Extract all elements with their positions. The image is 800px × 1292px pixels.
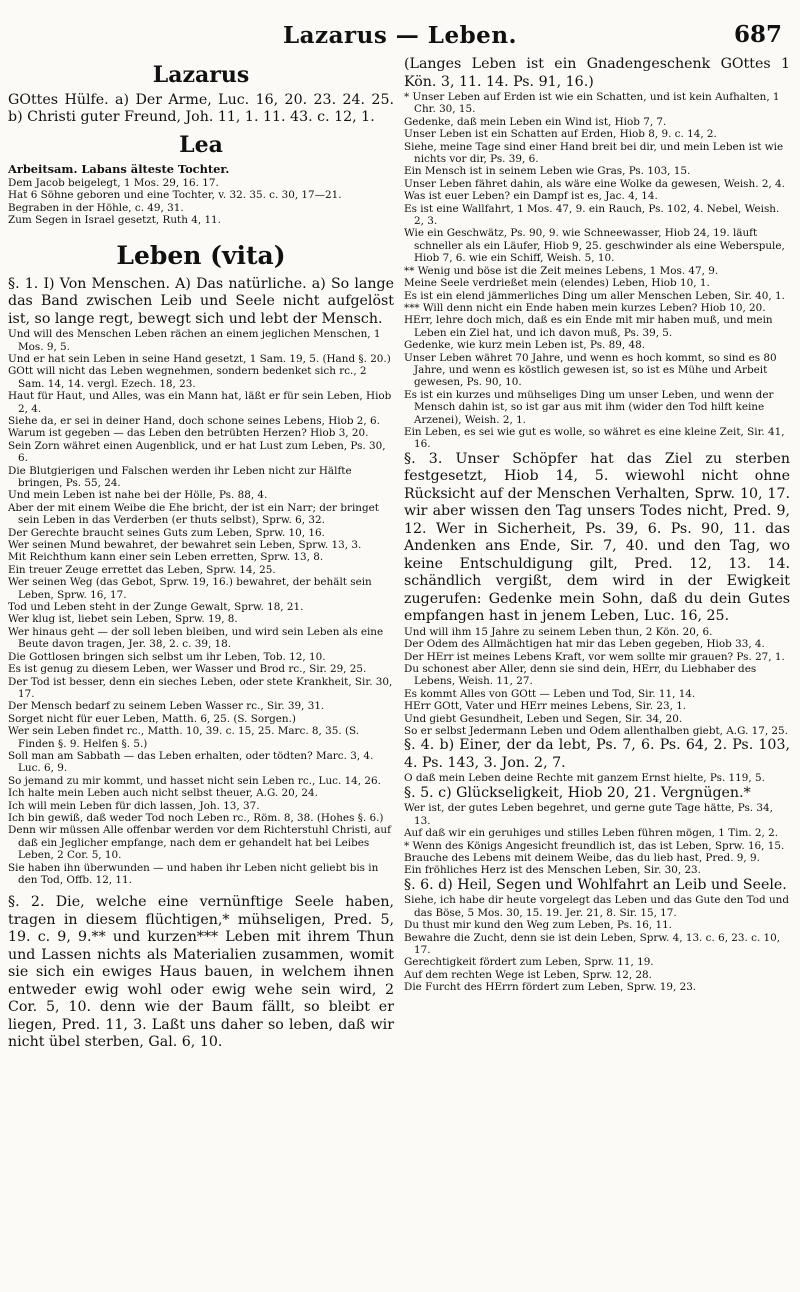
citation-line: Und giebt Gesundheit, Leben und Segen, Sir. 34, 20. xyxy=(404,712,683,725)
citation-line: Und will des Menschen Leben rächen an einem jeglichen Menschen, 1 Mos. 9, 5. xyxy=(8,328,381,353)
citation-line: Sein Zorn währet einen Augenblick, und er hat Lust zum Leben, Ps. 30, 6. xyxy=(8,439,386,465)
citation-line: Die Furcht des HErrn fördert zum Leben, Sprw. 19, 23. xyxy=(404,981,697,994)
citation-line: Es ist eine Wallfahrt, 1 Mos. 47, 9. ein Rauch, Ps. 102, 4. Nebel, Weish. 2, 3. xyxy=(404,202,780,228)
citation-line: ** Wenig und böse ist die Zeit meines Lebens, 1 Mos. 47, 9. xyxy=(404,264,719,277)
citation-line: Sorget nicht für euer Leben, Matth. 6, 25. (S. Sorgen.) xyxy=(8,712,296,725)
citation-line: Auf dem rechten Wege ist Leben, Sprw. 12, 28. xyxy=(404,968,652,981)
citation-line: Gedenke, wie kurz mein Leben ist, Ps. 89, 48. xyxy=(404,339,645,352)
citation-line: Mit Reichthum kann einer sein Leben erretten, Sprw. 13, 8. xyxy=(8,551,324,564)
citation-line: Hat 6 Söhne geboren und eine Tochter, v. 32. 35. c. 30, 17—21. xyxy=(8,189,342,202)
citation-line: Dem Jacob beigelegt, 1 Mos. 29, 16. 17. xyxy=(8,177,219,189)
headword-lazarus: Lazarus xyxy=(152,62,250,88)
citation-line: Begraben in der Höhle, c. 49, 31. xyxy=(8,201,184,214)
citation-line: O daß mein Leben deine Rechte mit ganzem Ernst hielte, Ps. 119, 5. xyxy=(404,772,765,785)
citation-line: Der Odem des Allmächtigen hat mir das Leben gegeben, Hiob 33, 4. xyxy=(404,638,765,651)
citation-line: Die Blutgierigen und Falschen werden ihr Leben nicht zur Hälfte bringen, Ps. 55, 24. xyxy=(8,464,352,489)
citation-line: Denn wir müssen Alle offenbar werden vor dem Richterstuhl Christi, auf daß ein Jeglicher empfange, nach dem er gehandelt hat bei Leibes Leben, 2 Cor. 5, 10. xyxy=(8,824,391,862)
page-number: 687 xyxy=(733,21,782,48)
citation-line: Die Gottlosen bringen sich selbst um ihr Leben, Tob. 12, 10. xyxy=(8,650,326,663)
citation-line: Der Gerechte braucht seines Guts zum Leben, Sprw. 10, 16. xyxy=(8,526,325,539)
citation-line: Wer klug ist, liebet sein Leben, Sprw. 19, 8. xyxy=(8,613,238,626)
citation-line: Siehe, meine Tage sind einer Hand breit bei dir, und mein Leben ist wie nichts vor dir, Ps. 39, 6. xyxy=(404,140,784,166)
section-3: §. 3. Unser Schöpfer hat das Ziel zu sterben festgesetzt, Hiob 14, 5. wiewohl nicht ohne Rücksicht auf der Menschen Verhalten, Sprw. 10, 17. wir aber wissen den Tag unsers Todes nicht, Pred. 9, 12. Wer in Sicherheit, Ps. 39, 6. Ps. 90, 11. das Andenken ans Ende, Sir. 7, 40. und den Tag, wo keine Entschuldigung gilt, Pred. 12, 13. 14. schändlich vergißt, dem wird in der Ewigkeit zugerufen: Gedenke mein Sohn, daß du dein Gutes empfangen hast in jenem Leben, Luc. 16, 25. xyxy=(404,450,790,625)
citation-line: HErr GOtt, Vater und HErr meines Lebens, Sir. 23, 1. xyxy=(404,700,687,713)
citation-line: Sie haben ihn überwunden — und haben ihr Leben nicht geliebt bis in den Tod, Offb. 12, 11. xyxy=(8,861,379,886)
lea-subtitle: Arbeitsam. Labans älteste Tochter. xyxy=(8,162,230,176)
citation-line: Aber der mit einem Weibe die Ehe bricht, der ist ein Narr; der bringet sein Leben in das Verderben (er thuts selbst), Sprw. 6, 32. xyxy=(8,501,379,527)
left-column xyxy=(8,56,394,1052)
citation-line: Soll man am Sabbath — das Leben erhalten, oder tödten? Marc. 3, 4. Luc. 6, 9. xyxy=(8,749,374,775)
headword-leben: Leben (vita) xyxy=(116,240,286,270)
citation-line: HErr, lehre doch mich, daß es ein Ende mit mir haben muß, und mein Leben ein Ziel hat, und ich davon muß, Ps. 39, 5. xyxy=(404,314,773,339)
citation-line: Es ist genug zu diesem Leben, wer Wasser und Brod rc., Sir. 29, 25. xyxy=(8,663,367,676)
citation-line: Gerechtigkeit fördert zum Leben, Sprw. 11, 19. xyxy=(404,956,654,969)
citation-line: * Wenn des Königs Angesicht freundlich ist, das ist Leben, Sprw. 16, 15. xyxy=(404,839,785,852)
section-5: §. 5. c) Glückseligkeit, Hiob 20, 21. Vergnügen.* xyxy=(404,784,751,801)
citation-line: Auf daß wir ein geruhiges und stilles Leben führen mögen, 1 Tim. 2, 2. xyxy=(404,827,779,840)
section-1-citations xyxy=(8,328,394,886)
citation-line: Es ist ein kurzes und mühseliges Ding um unser Leben, und wenn der Mensch dahin ist, so ist gar aus mit ihm (wider den Tod hilft keine Arzenei), Weish. 2, 1. xyxy=(404,388,774,426)
section-6-citations xyxy=(404,894,790,993)
section-1: §. 1. I) Von Menschen. A) Das natürliche. a) So lange das Band zwischen Leib und Seele nicht aufgelöst ist, so lange regt, bewegt sich und lebt der Mensch. xyxy=(8,275,394,327)
section-2: §. 2. Die, welche eine vernünftige Seele haben, tragen in diesem flüchtigen,* mühseligen, Pred. 5, 19. c. 9, 9.** und kurzen*** Leben mit ihrem Thun und Lassen nichts als Materialien zusammen, womit sie sich ein ewiges Haus bauen, in welchem ihnen entweder ewig wohl oder ewig wehe sein wird, 2 Cor. 5, 10. denn wie der Baum fällt, so bleibt er liegen, Pred. 11, 3. Laßt uns daher so leben, daß wir nicht übel sterben, Gal. 6, 10. xyxy=(8,894,394,1051)
citation-line: So er selbst Jedermann Leben und Odem allenthalben giebt, A.G. 17, 25. xyxy=(404,725,788,738)
lea-citations xyxy=(8,177,394,227)
headword-lea: Lea xyxy=(179,132,223,158)
citation-line: Es kommt Alles von GOtt — Leben und Tod, Sir. 11, 14. xyxy=(404,687,696,700)
two-columns xyxy=(8,56,792,1052)
citation-line: Du thust mir kund den Weg zum Leben, Ps. 16, 11. xyxy=(404,919,672,932)
citation-line: Warum ist gegeben — das Leben den betrübten Herzen? Hiob 3, 20. xyxy=(8,427,369,440)
citation-line: Wer seinen Mund bewahret, der bewahret sein Leben, Sprw. 13, 3. xyxy=(8,539,362,552)
section-6: §. 6. d) Heil, Segen und Wohlfahrt an Leib und Seele. xyxy=(404,876,787,893)
citation-line: Siehe da, er sei in deiner Hand, doch schone seines Lebens, Hiob 2, 6. xyxy=(8,414,380,427)
citation-line: Zum Segen in Israel gesetzt, Ruth 4, 11. xyxy=(8,214,221,227)
running-head xyxy=(8,0,792,56)
citation-line: Bewahre die Zucht, denn sie ist dein Leben, Sprw. 4, 13. c. 6, 23. c. 10, 17. xyxy=(404,931,781,956)
citation-line: Siehe, ich habe dir heute vorgelegt das Leben und das Gute den Tod und das Böse, 5 Mos. 30, 15. 19. Jer. 21, 8. Sir. 15, 17. xyxy=(404,894,789,919)
citation-line: Und er hat sein Leben in seine Hand gesetzt, 1 Sam. 19, 5. (Hand §. 20.) xyxy=(8,352,391,365)
running-title: Lazarus — Leben. xyxy=(282,22,518,49)
citation-line: Unser Leben währet 70 Jahre, und wenn es hoch kommt, so sind es 80 Jahre, und wenn es köstlich gewesen ist, so ist es Mühe und Arbeit gewesen, Ps. 90, 10. xyxy=(404,351,777,389)
citation-line: Ich bin gewiß, daß weder Tod noch Leben rc., Röm. 8, 38. (Hohes §. 6.) xyxy=(8,811,384,824)
citation-line: Unser Leben fähret dahin, als wäre eine Wolke da gewesen, Weish. 2, 4. xyxy=(404,177,785,190)
citation-line: Ich will mein Leben für dich lassen, Joh. 13, 37. xyxy=(8,799,260,812)
citation-line: Der HErr ist meines Lebens Kraft, vor wem sollte mir grauen? Ps. 27, 1. xyxy=(404,650,785,663)
citation-line: Ein Leben, es sei wie gut es wolle, so währet es eine kleine Zeit, Sir. 41, 16. xyxy=(404,425,785,451)
section-4-citations xyxy=(404,772,790,784)
citation-line: So jemand zu mir kommt, und hasset nicht sein Leben rc., Luc. 14, 26. xyxy=(8,774,381,787)
citation-line: Unser Leben ist ein Schatten auf Erden, Hiob 8, 9. c. 14, 2. xyxy=(404,128,717,141)
section-5-citations xyxy=(404,802,790,876)
citation-line: Was ist euer Leben? ein Dampf ist es, Jac. 4, 14. xyxy=(404,190,658,203)
section-3-citations xyxy=(404,626,790,738)
citation-line: Ein treuer Zeuge errettet das Leben, Sprw. 14, 25. xyxy=(8,563,276,576)
citation-line: Meine Seele verdrießet mein (elendes) Leben, Hiob 10, 1. xyxy=(404,277,710,290)
right-lede: (Langes Leben ist ein Gnadengeschenk GOttes 1 Kön. 3, 11. 14. Ps. 91, 16.) xyxy=(404,56,790,90)
citation-line: Ich halte mein Leben auch nicht selbst theuer, A.G. 20, 24. xyxy=(8,787,318,800)
citation-line: Und mein Leben ist nahe bei der Hölle, Ps. 88, 4. xyxy=(8,489,268,502)
section-4: §. 4. b) Einer, der da lebt, Ps. 7, 6. Ps. 64, 2. Ps. 103, 4. Ps. 143, 3. Jon. 2, 7. xyxy=(404,737,790,771)
citation-line: Wer ist, der gutes Leben begehret, und gerne gute Tage hätte, Ps. 34, 13. xyxy=(404,802,773,827)
citation-line: Der Mensch bedarf zu seinem Leben Wasser rc., Sir. 39, 31. xyxy=(8,700,325,713)
citation-line: Wer hinaus geht — der soll leben bleiben, und wird sein Leben als eine Beute davon tragen, Jer. 38, 2. c. 39, 18. xyxy=(8,625,384,651)
right-column xyxy=(404,56,790,1052)
citation-line: GOtt will nicht das Leben wegnehmen, sondern bedenket sich rc., 2 Sam. 14, 14. vergl. Ezech. 18, 23. xyxy=(8,365,367,390)
section-2-notes xyxy=(404,91,790,451)
citation-line: Haut für Haut, und Alles, was ein Mann hat, läßt er für sein Leben, Hiob 2, 4. xyxy=(8,390,392,415)
lazarus-entry: GOttes Hülfe. a) Der Arme, Luc. 16, 20. 23. 24. 25. b) Christi guter Freund, Joh. 11, 1. 11. 43. c. 12, 1. xyxy=(8,92,394,125)
citation-line: Gedenke, daß mein Leben ein Wind ist, Hiob 7, 7. xyxy=(404,115,667,128)
citation-line: * Unser Leben auf Erden ist wie ein Schatten, und ist kein Aufhalten, 1 Chr. 30, 15. xyxy=(404,91,780,116)
citation-line: Wie ein Geschwätz, Ps. 90, 9. wie Schneewasser, Hiob 24, 19. läuft schneller als ein Läufer, Hiob 9, 25. geschwinder als eine Weberspule, Hiob 7, 6. wie ein Schiff, Weish. 5, 10. xyxy=(404,227,785,265)
citation-line: Du schonest aber Aller, denn sie sind dein, HErr, du Liebhaber des Lebens, Weish. 11, 27. xyxy=(404,663,757,688)
citation-line: *** Will denn nicht ein Ende haben mein kurzes Leben? Hiob 10, 20. xyxy=(404,301,766,314)
citation-line: Und will ihm 15 Jahre zu seinem Leben thun, 2 Kön. 20, 6. xyxy=(404,625,713,638)
citation-line: Wer seinen Weg (das Gebot, Sprw. 19, 16.) bewahret, der behält sein Leben, Sprw. 16, 17. xyxy=(8,576,372,601)
citation-line: Es ist ein elend jämmerliches Ding um aller Menschen Leben, Sir. 40, 1. xyxy=(404,289,785,302)
citation-line: Brauche des Lebens mit deinem Weibe, das du lieb hast, Pred. 9, 9. xyxy=(404,851,760,864)
citation-line: Wer sein Leben findet rc., Matth. 10, 39. c. 15, 25. Marc. 8, 35. (S. Finden §. 9. Helfen §. 5.) xyxy=(8,725,360,750)
citation-line: Ein Mensch ist in seinem Leben wie Gras, Ps. 103, 15. xyxy=(404,165,691,178)
citation-line: Der Tod ist besser, denn ein sieches Leben, oder stete Krankheit, Sir. 30, 17. xyxy=(8,675,393,700)
citation-line: Ein fröhliches Herz ist des Menschen Leben, Sir. 30, 23. xyxy=(404,864,701,877)
citation-line: Tod und Leben steht in der Zunge Gewalt, Sprw. 18, 21. xyxy=(8,601,304,614)
